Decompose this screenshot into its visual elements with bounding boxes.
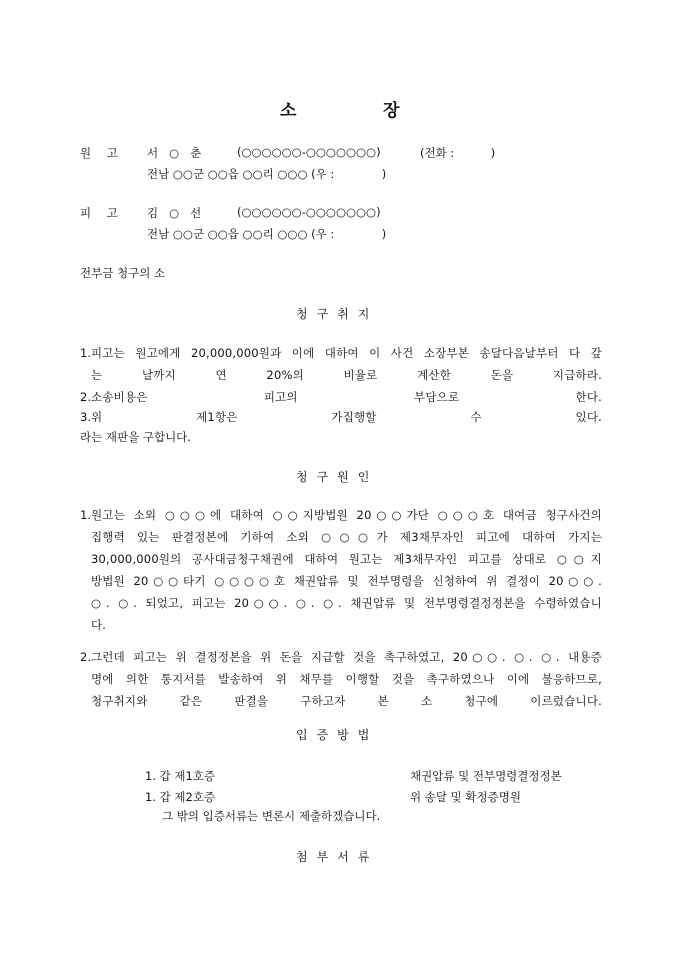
evidence-note: 그 밖의 입증서류는 변론시 제출하겠습니다. bbox=[162, 809, 381, 823]
title-right-char: 장 bbox=[383, 101, 401, 121]
plaintiff-label: 원 고 bbox=[80, 146, 124, 160]
cause-heading: 청구원인 bbox=[296, 470, 379, 484]
cause-line: ○. ○. 되었고, 피고는 20○○. ○. ○. 채권압류 및 전부명령결정정본을 수령하였습니 bbox=[91, 596, 602, 610]
evidence-heading: 입증방법 bbox=[296, 728, 379, 742]
cause-item-1 bbox=[80, 504, 602, 636]
plaintiff-id: (○○○○○○-○○○○○○○) bbox=[237, 145, 381, 159]
defendant-name: 김 ○ 선 bbox=[147, 206, 202, 220]
plaintiff-address: 전남 ○○군 ○○읍 ○○리 ○○○ (우 : ) bbox=[147, 167, 387, 181]
claim-item-3 bbox=[80, 406, 602, 428]
claim-item-1 bbox=[80, 342, 602, 386]
title-left-char: 소 bbox=[280, 101, 298, 121]
defendant-label: 피 고 bbox=[80, 206, 124, 220]
evidence-label: 1. 갑 제1호증 bbox=[145, 769, 216, 783]
cause-number: 2. bbox=[80, 650, 91, 664]
cause-line: 명에 의한 통지서를 발송하여 위 채무를 이행할 것을 촉구하였으나 이에 불응하므로, bbox=[91, 672, 602, 686]
claim-number: 1. bbox=[80, 346, 91, 360]
claim-text: 소송비용은 피고의 부담으로 한다. bbox=[91, 390, 602, 404]
evidence-desc: 채권압류 및 전부명령결정정본 bbox=[410, 769, 562, 783]
defendant-address: 전남 ○○군 ○○읍 ○○리 ○○○ (우 : ) bbox=[147, 227, 387, 241]
claim-number: 3. bbox=[80, 410, 91, 424]
cause-line: 다. bbox=[91, 618, 107, 632]
cause-number: 1. bbox=[80, 508, 91, 522]
cause-line: 집행력 있는 판결정본에 기하여 소외 ○○○가 제3채무자인 피고에 대하여 가지는 bbox=[91, 530, 602, 544]
evidence-desc: 위 송달 및 확정증명원 bbox=[410, 790, 521, 804]
cause-line: 방법원 20○○타기 ○○○○호 채권압류 및 전부명령을 신청하여 위 결정이 20○○. bbox=[91, 574, 602, 588]
cause-line: 30,000,000원의 공사대금청구채권에 대하여 원고는 제3채무자인 피고를 상대로 ○○지 bbox=[91, 552, 602, 566]
evidence-label: 1. 갑 제2호증 bbox=[145, 790, 216, 804]
attachments-heading: 첨부서류 bbox=[296, 850, 379, 864]
cause-line: 원고는 소외 ○○○에 대하여 ○○지방법원 20○○가단 ○○○호 대여금 청구사건의 bbox=[91, 508, 602, 522]
defendant-id: (○○○○○○-○○○○○○○) bbox=[237, 205, 381, 219]
cause-line: 그런데 피고는 위 결정정본을 위 돈을 지급할 것을 촉구하였고, 20○○. ○. ○. 내용증 bbox=[91, 650, 602, 664]
cause-item-2 bbox=[80, 646, 602, 712]
claim-line: 피고는 원고에게 20,000,000원과 이에 대하여 이 사건 소장부본 송달다음날부터 다 갚 bbox=[91, 346, 602, 360]
plaintiff-name: 서 ○ 춘 bbox=[147, 146, 202, 160]
plaintiff-phone: (전화 : ) bbox=[420, 146, 496, 160]
claim-number: 2. bbox=[80, 390, 91, 404]
cause-line: 청구취지와 같은 판결을 구하고자 본 소 청구에 이르렀습니다. bbox=[91, 694, 602, 708]
claim-text: 위 제1항은 가집행할 수 있다. bbox=[91, 410, 602, 424]
claim-heading: 청구취지 bbox=[296, 307, 379, 321]
case-name: 전부금 청구의 소 bbox=[80, 266, 166, 280]
claim-item-2 bbox=[80, 386, 602, 408]
claim-closing: 라는 재판을 구합니다. bbox=[80, 430, 191, 444]
claim-line: 는 날까지 연 20%의 비율로 계산한 돈을 지급하라. bbox=[91, 368, 602, 382]
